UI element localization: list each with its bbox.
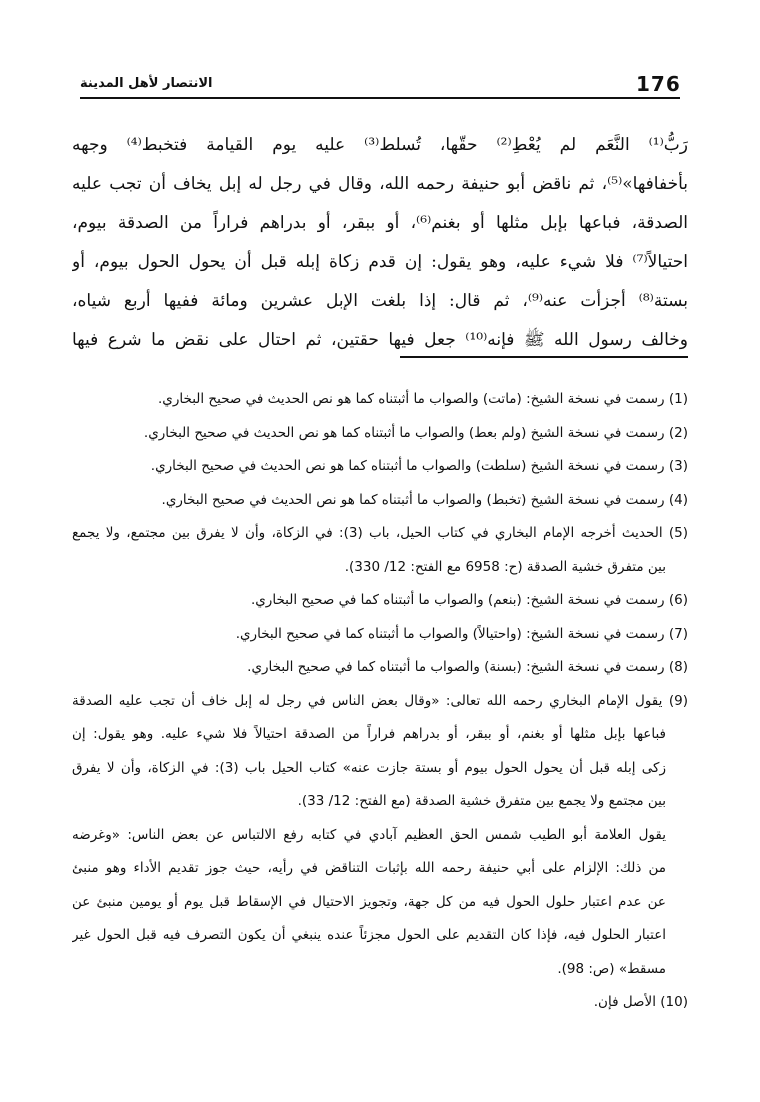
footnote-9-cont: زكى إبله قبل أن يحول الحول بيوم أو بستة جازت عنه» كتاب الحيل باب (3): في الزكاة، وأن لا يفرق (72, 759, 667, 776)
footnote-4: (4) رسمت في نسخة الشيخ (تخبط) والصواب ما أثبتناه كما هو نص الحديث في صحيح البخاري. (161, 491, 688, 508)
footnote-9-cont: عن عدم اعتبار حلول الحول فيه من كل جهة، وتجويز الاحتيال في الإسقاط قبل يوم أو يومين منبئ عن (72, 893, 666, 910)
footnote-5: (5) الحديث أخرجه الإمام البخاري في كتاب الحيل، باب (3): في الزكاة، وأن لا يفرق بين مجتمع، ولا يجمع (72, 525, 688, 541)
footnote-9: (9) يقول الإمام البخاري رحمه الله تعالى: «وقال بعض الناس في رجل له إبل خاف أن تجب عليه الصدقة (72, 692, 688, 709)
body-line: رَبُّ⁽¹⁾ النَّعَم لم يُعْطِ⁽²⁾ حقّها، تُسلط⁽³⁾ عليه يوم القيامة فتخبط⁽⁴⁾ وجهه (72, 135, 688, 155)
body-line: الصدقة، فباعها بإبل مثلها أو بغنم⁽⁶⁾، أو ببقر، أو بدراهم فراراً من الصدقة بيوم، (72, 213, 688, 233)
footnote-separator (400, 356, 688, 358)
footnote-6: (6) رسمت في نسخة الشيخ: (بنعم) والصواب ما أثبتناه كما في صحيح البخاري. (250, 592, 688, 608)
footnote-8: (8) رسمت في نسخة الشيخ: (بسنة) والصواب ما أثبتناه كما في صحيح البخاري. (247, 659, 688, 675)
page-number: 176 (636, 72, 681, 96)
footnote-9-cont: اعتبار الحلول فيه، فإذا كان التقديم على الحول مجزئاً عنده ينبغي أن يكون التصرف فيه قبل الحول غير (72, 927, 666, 943)
footnote-9-cont: بين مجتمع ولا يجمع بين متفرق خشية الصدقة (مع الفتح: 12/ 33). (297, 793, 666, 809)
body-line: وخالف رسول الله ﷺ فإنه⁽¹⁰⁾ جعل فيها حقتين، ثم احتال على نقض ما شرع فيها (72, 330, 688, 350)
footnote-9-cont: مسقط» (ص: 98). (557, 960, 666, 977)
body-line: بأخفافها»⁽⁵⁾، ثم ناقض أبو حنيفة رحمه الله، وقال في رجل له إبل يخاف أن تجب عليه (72, 174, 688, 194)
main-text (72, 126, 688, 360)
footnote-9-cont: فباعها بإبل مثلها أو بغنم، أو ببقر، أو بدراهم فراراً من الصدقة احتيالاً فلا شيء عليه. وهو يقول: إن (72, 726, 666, 742)
footnote-1: (1) رسمت في نسخة الشيخ: (ماتت) والصواب ما أثبتناه كما هو نص الحديث في صحيح البخاري. (157, 391, 688, 407)
body-line: احتيالاً⁽⁷⁾ فلا شيء عليه، وهو يقول: إن قدم زكاة إبله قبل أن يحول الحول بيوم، أو (72, 252, 688, 272)
header-rule (80, 97, 680, 99)
footnote-5-cont: بين متفرق خشية الصدقة (ح: 6958 مع الفتح: 12/ 330). (344, 558, 666, 575)
footnote-10: (10) الأصل فإن. (593, 994, 688, 1010)
page-header (80, 72, 680, 98)
footnote-9-cont: من ذلك: الإلزام على أبي حنيفة رحمه الله بإثبات التناقض في رأيه، حيث جوز تقديم الأداء وهو منبئ (72, 860, 666, 876)
footnote-2: (2) رسمت في نسخة الشيخ (ولم بعط) والصواب ما أثبتناه كما هو نص الحديث في صحيح البخاري. (143, 424, 688, 441)
footnote-3: (3) رسمت في نسخة الشيخ (سلطت) والصواب ما أثبتناه كما هو نص الحديث في صحيح البخاري. (150, 458, 688, 474)
footnotes (72, 383, 688, 1020)
footnote-7: (7) رسمت في نسخة الشيخ: (واحتيالاً) والصواب ما أثبتناه كما في صحيح البخاري. (235, 625, 688, 642)
running-title: الانتصار لأهل المدينة (80, 76, 213, 91)
body-line: بستة⁽⁸⁾ أجزأت عنه⁽⁹⁾، ثم قال: إذا بلغت الإبل عشرين ومائة ففيها أربع شياه، (72, 291, 688, 311)
footnote-9-cont: يقول العلامة أبو الطيب شمس الحق العظيم آبادي في كتابه رفع الالتباس عن بعض الناس: «وغرضه (72, 826, 666, 843)
